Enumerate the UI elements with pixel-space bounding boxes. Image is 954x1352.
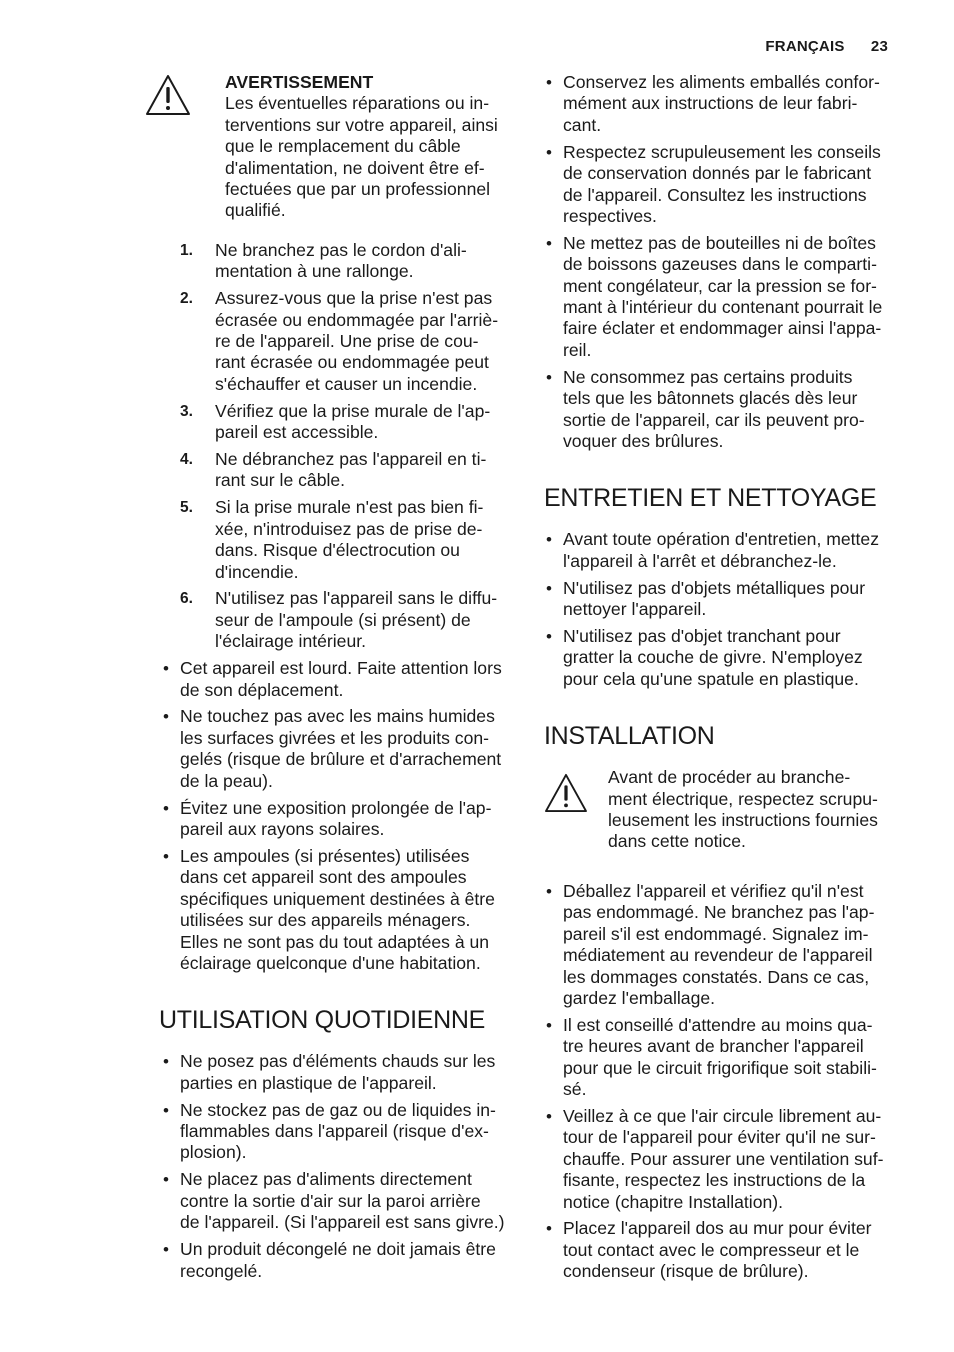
bullet-dot-icon: • <box>546 1015 552 1035</box>
bullet-dot-icon: • <box>163 659 169 679</box>
bullet-dot-icon: • <box>546 73 552 92</box>
left-column <box>145 72 515 1287</box>
bullet-item: • Les ampoules (si présentes) utilisées dans cet appareil sont des ampoules spécifiques uniquement destinées à être utilisées sur des appareils ménagers. Elles ne sont pas du tout adaptées à un éclairage quelconque d'une habitation. <box>163 845 495 973</box>
bullet-dot-icon: • <box>163 1052 169 1072</box>
bullet-item: • Ne placez pas d'aliments directement contre la sortie d'air sur la paroi arrière de l'appareil. (Si l'appareil est sans givre.) <box>163 1169 505 1233</box>
header-language: FRANÇAIS <box>765 38 845 55</box>
bullet-item: • Il est conseillé d'attendre au moins qua- tre heures avant de brancher l'appareil pour que le circuit frigorifique soit stabili- sé. <box>546 1014 877 1100</box>
section-title-entretien: ENTRETIEN ET NETTOYAGE <box>544 484 877 513</box>
bullet-list <box>544 881 896 1283</box>
bullet-item: • Évitez une exposition prolongée de l'ap- pareil aux rayons solaires. <box>163 797 492 839</box>
numbered-item: 2. Assurez-vous que la prise n'est pas écrasée ou endommagée par l'arriè- re de l'appareil. Une prise de cou- rant écrasée ou endommagée peut s'échauffer et causer un incendie. <box>180 288 499 394</box>
numbered-item: 1. Ne branchez pas le cordon d'ali- mentation à une rallonge. <box>180 239 467 282</box>
bullet-item: • Conservez les aliments emballés confor- mément aux instructions de leur fabri- cant. <box>546 72 880 135</box>
bullet-dot-icon: • <box>546 627 552 647</box>
bullet-list <box>145 658 515 974</box>
bullet-item: • Ne posez pas d'éléments chauds sur les parties en plastique de l'appareil. <box>163 1051 496 1093</box>
bullet-dot-icon: • <box>546 1106 552 1126</box>
page-number: 23 <box>870 38 888 55</box>
bullet-dot-icon: • <box>546 233 552 253</box>
bullet-list <box>544 529 896 690</box>
bullet-list <box>544 72 896 452</box>
bullet-item: • Déballez l'appareil et vérifiez qu'il n'est pas endommagé. Ne branchez pas l'ap- pareil s'il est endommagé. Signalez im- médiatement au revendeur de l'appareil les dommages constatés. Dans ce cas, gardez l'emballage. <box>546 880 875 1008</box>
warning-title: AVERTISSEMENT <box>225 72 374 92</box>
right-column <box>544 72 896 1288</box>
installation-warning <box>544 767 896 853</box>
bullet-item: • Veillez à ce que l'air circule librement au- tour de l'appareil pour éviter qu'il ne sur- chauffe. Pour assurer une ventilation suf- fisante, respectez les instructions de la notice (chapitre Installation). <box>546 1105 884 1212</box>
numbered-item: 3. Vérifiez que la prise murale de l'ap- pareil est accessible. <box>180 400 491 443</box>
bullet-dot-icon: • <box>163 707 169 727</box>
installation-warning-text: Avant de procéder au branche- ment électrique, respectez scrupu- leusement les instructions fournies dans cette notice. <box>608 767 878 852</box>
bullet-dot-icon: • <box>546 530 552 550</box>
bullet-dot-icon: • <box>163 846 169 866</box>
section-title-utilisation: UTILISATION QUOTIDIENNE <box>159 1006 485 1035</box>
bullet-item: • N'utilisez pas d'objet tranchant pour gratter la couche de givre. N'employez pour cela qu'une spatule en plastique. <box>546 626 863 689</box>
warning-triangle-icon <box>544 773 588 813</box>
bullet-list <box>145 1051 515 1282</box>
bullet-dot-icon: • <box>546 881 552 901</box>
numbered-list <box>180 240 515 653</box>
warning-triangle-icon <box>145 74 191 116</box>
warning-block <box>145 72 515 222</box>
numbered-item: 6. N'utilisez pas l'appareil sans le diffu- seur de l'ampoule (si présent) de l'éclairage intérieur. <box>180 588 498 652</box>
bullet-item: • Placez l'appareil dos au mur pour éviter tout contact avec le compresseur et le condenseur (risque de brûlure). <box>546 1218 872 1282</box>
bullet-dot-icon: • <box>546 367 552 387</box>
bullet-item: • Respectez scrupuleusement les conseils de conservation donnés par le fabricant de l'appareil. Consultez les instructions respectives. <box>546 141 881 226</box>
section-title-installation: INSTALLATION <box>544 722 715 751</box>
bullet-dot-icon: • <box>163 798 169 818</box>
bullet-item: • N'utilisez pas d'objets métalliques pour nettoyer l'appareil. <box>546 577 866 620</box>
bullet-item: • Ne mettez pas de bouteilles ni de boîtes de boissons gazeuses dans le comparti- ment congélateur, car la pression se for- mant à l'intérieur du contenant pourrait le faire éclater et endommager ainsi l'appa- reil. <box>546 232 883 360</box>
bullet-dot-icon: • <box>546 1219 552 1239</box>
warning-text: Les éventuelles réparations ou in- terventions sur votre appareil, ainsi que le remplacement du câble d'alimentation, ne doivent être ef- fectuées que par un professionnel qualifié. <box>225 93 498 221</box>
bullet-item: • Cet appareil est lourd. Faite attention lors de son déplacement. <box>163 658 502 700</box>
bullet-dot-icon: • <box>163 1100 169 1120</box>
bullet-item: • Avant toute opération d'entretien, mettez l'appareil à l'arrêt et débranchez-le. <box>546 529 880 571</box>
bullet-dot-icon: • <box>546 142 552 162</box>
bullet-item: • Ne stockez pas de gaz ou de liquides in- flammables dans l'appareil (risque d'ex- plosion). <box>163 1099 496 1163</box>
bullet-item: • Ne consommez pas certains produits tels que les bâtonnets glacés dès leur sortie de l'appareil, car ils peuvent pro- voquer des brûlures. <box>546 366 865 451</box>
numbered-item: 5. Si la prise murale n'est pas bien fi- xée, n'introduisez pas de prise de- dans. Risque d'électrocution ou d'incendie. <box>180 497 484 582</box>
numbered-item: 4. Ne débranchez pas l'appareil en ti- rant sur le câble. <box>180 449 487 491</box>
bullet-item: • Ne touchez pas avec les mains humides les surfaces givrées et les produits con- gelés (risque de brûlure et d'arrachement de la peau). <box>163 706 502 791</box>
page-header <box>765 38 888 55</box>
bullet-dot-icon: • <box>163 1170 169 1190</box>
bullet-item: • Un produit décongelé ne doit jamais être recongelé. <box>163 1239 496 1281</box>
bullet-dot-icon: • <box>546 578 552 598</box>
bullet-dot-icon: • <box>163 1240 169 1260</box>
